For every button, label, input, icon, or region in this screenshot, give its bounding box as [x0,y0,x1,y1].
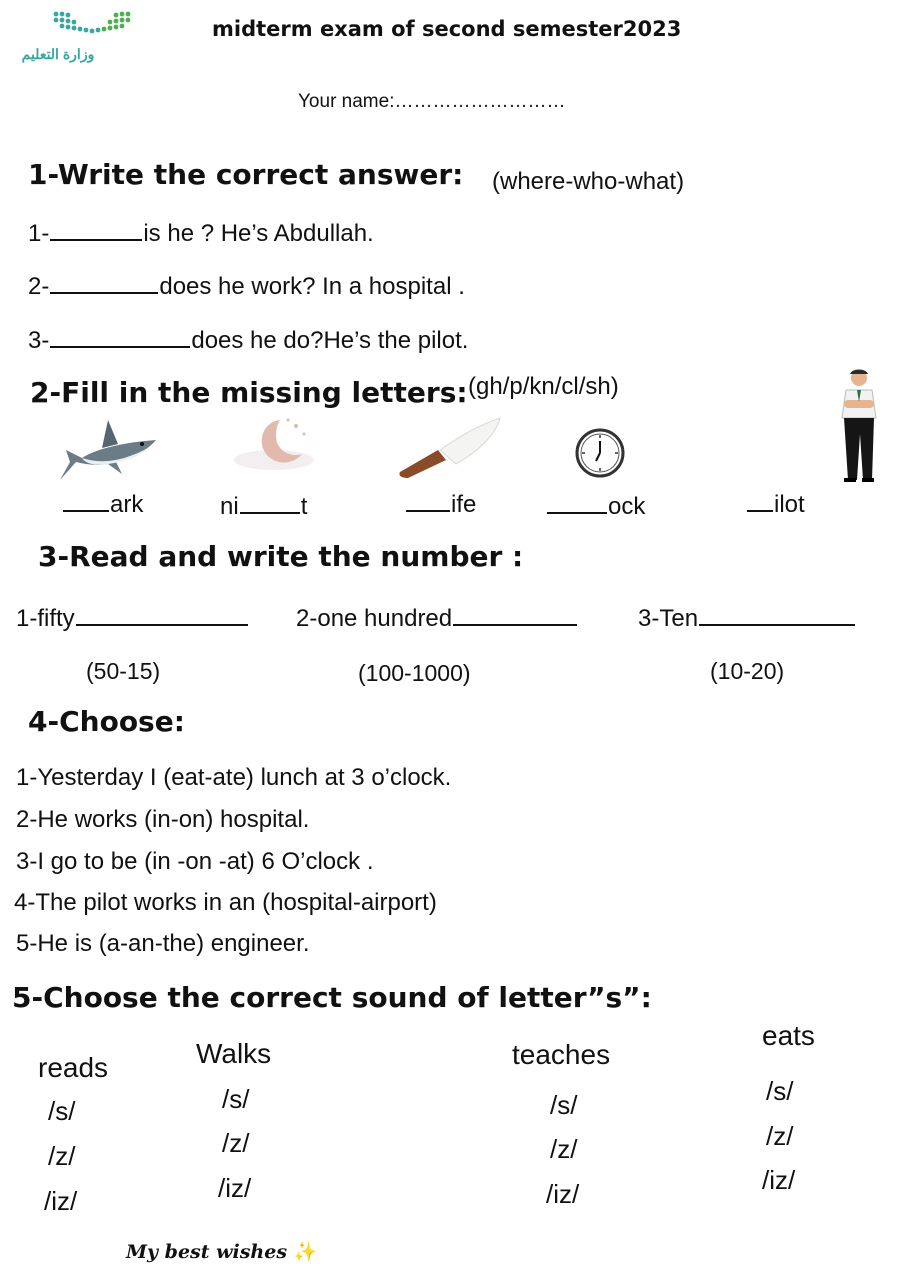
word-clock [546,493,645,521]
section4-heading: 4-Choose: [28,705,185,738]
item-number: 3- [28,327,50,354]
choose-item-5: 5-He is (a-an-the) engineer. [16,930,310,957]
choose-item-3: 3-I go to be (in -on -at) 6 O’clock . [16,848,374,875]
letters-blank[interactable] [406,509,450,512]
section1-heading: 1-Write the correct answer: [28,158,464,191]
section1-item-1 [28,220,374,248]
name-dots: ……………………… [394,91,566,112]
sound-option[interactable]: /s/ [550,1090,578,1120]
sound-option[interactable]: /s/ [222,1084,250,1114]
section1-options: (where-who-what) [492,168,685,195]
sound-option[interactable]: /s/ [48,1096,76,1126]
word-suffix: ilot [774,491,805,518]
number-options-3: (10-20) [710,658,785,684]
sound-option[interactable]: /s/ [766,1076,794,1106]
clock-icon [574,427,626,479]
section2-heading: 2-Fill in the missing letters: [30,376,468,409]
shark-icon [52,412,162,484]
number-blank[interactable] [453,623,577,626]
sound-option[interactable]: /z/ [222,1128,250,1158]
number-options-1: (50-15) [86,658,161,684]
choose-item-4: 4-The pilot works in an (hospital-airport) [14,889,437,916]
wishes-text: My best wishes [126,1241,288,1263]
moon-icon [228,414,320,476]
choose-item-1: 1-Yesterday I (eat-ate) lunch at 3 o’clock. [16,764,452,791]
section5-heading: 5-Choose the correct sound of letter”s”: [12,981,652,1014]
number-word: 1-fifty [16,605,75,632]
exam-title: midterm exam of second semester2023 [212,17,682,41]
word-prefix: ni [220,493,239,520]
word-suffix: ark [110,491,144,518]
sound-word-eats: eats [762,1020,815,1051]
answer-blank[interactable] [50,345,190,348]
word-pilot [746,491,805,519]
item-text: does he do?He’s the pilot. [191,327,469,354]
number-options-2: (100-1000) [358,660,471,686]
item-number: 2- [28,273,50,300]
number-word: 2-one hundred [296,605,453,632]
number-item-3 [638,605,856,633]
sound-option[interactable]: /iz/ [44,1186,78,1216]
word-night [220,493,307,521]
word-suffix: ock [608,493,646,520]
section3-heading: 3-Read and write the number : [38,540,524,573]
section1-item-3 [28,327,468,355]
answer-blank[interactable] [50,238,142,241]
sparkle-icon: ✨ [293,1241,318,1263]
logo-text: وزارة التعليم [21,46,95,62]
sound-word-teaches: teaches [512,1039,611,1070]
best-wishes [126,1240,317,1263]
sound-option[interactable]: /iz/ [762,1165,796,1195]
word-suffix: ife [451,491,477,518]
word-shark [62,491,143,519]
sound-option[interactable]: /z/ [766,1121,794,1151]
answer-blank[interactable] [50,291,158,294]
number-blank[interactable] [76,623,248,626]
number-blank[interactable] [699,623,855,626]
letters-blank[interactable] [63,509,109,512]
letters-blank[interactable] [240,511,300,514]
name-label: Your name: [298,91,395,112]
number-word: 3-Ten [638,605,699,632]
sound-word-walks: Walks [196,1038,272,1069]
logo-dots-icon [52,10,132,40]
letters-blank[interactable] [547,511,607,514]
pilot-icon [832,368,886,484]
sound-option[interactable]: /iz/ [218,1173,252,1203]
number-item-2 [296,605,578,633]
word-suffix: t [300,493,308,520]
section2-options: (gh/p/kn/cl/sh) [468,373,619,400]
section1-item-2 [28,273,465,301]
sound-option[interactable]: /iz/ [546,1179,580,1209]
sound-word-reads: reads [38,1052,109,1083]
item-number: 1- [28,220,50,247]
number-item-1 [16,605,249,633]
name-line [298,91,565,113]
item-text: does he work? In a hospital . [159,273,465,300]
letters-blank[interactable] [747,509,773,512]
word-knife [405,491,476,519]
ministry-logo [18,8,128,70]
item-text: is he ? He’s Abdullah. [143,220,374,247]
sound-option[interactable]: /z/ [48,1141,76,1171]
sound-option[interactable]: /z/ [550,1134,578,1164]
choose-item-2: 2-He works (in-on) hospital. [16,806,310,833]
knife-icon [396,416,504,478]
